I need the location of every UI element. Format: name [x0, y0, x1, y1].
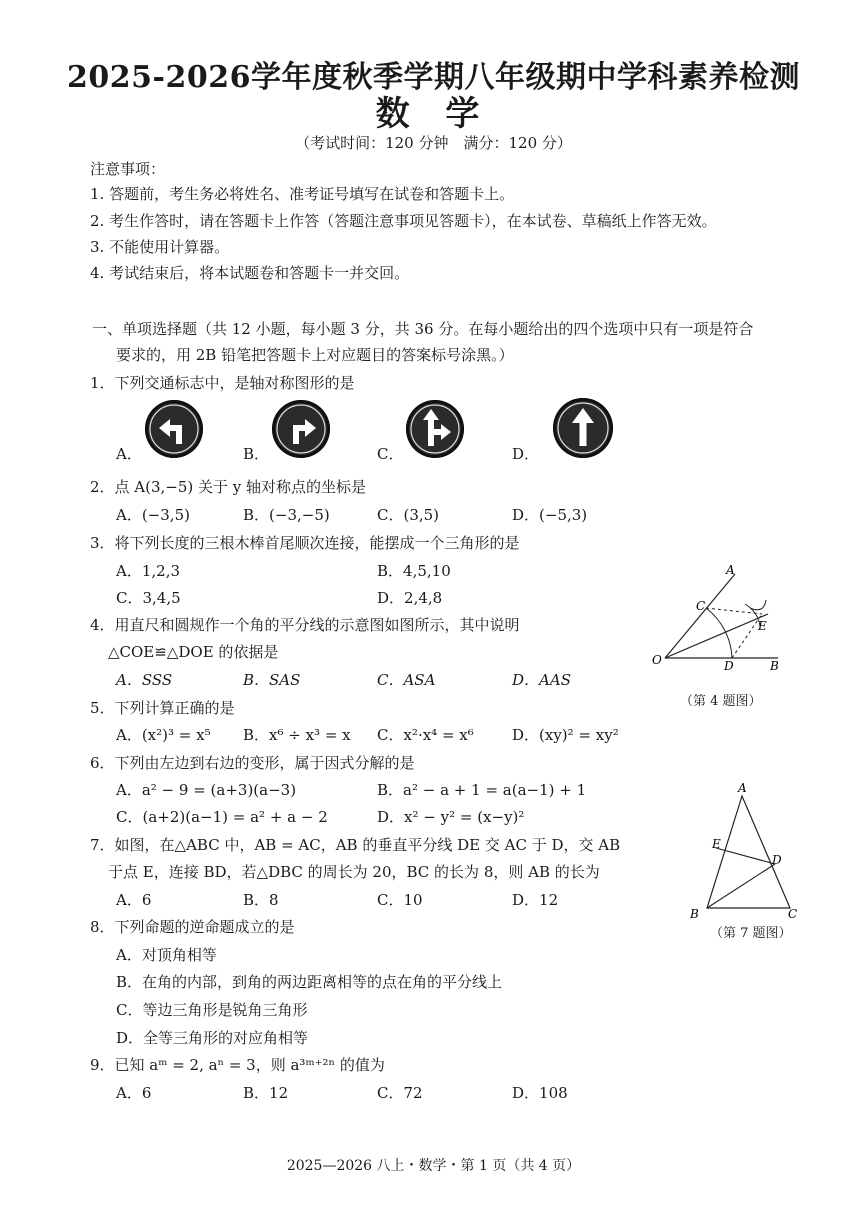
- option-c: C．x²·x⁴ = x⁶: [377, 726, 474, 744]
- option-b: B．(−3,−5): [243, 506, 330, 524]
- option-d: D．全等三角形的对应角相等: [116, 1029, 309, 1047]
- question-3-stem: 3．将下列长度的三根木棒首尾顺次连接，能摆成一个三角形的是: [90, 534, 520, 552]
- subject-title: 数 学: [375, 94, 492, 134]
- option-c: C．3,4,5: [116, 589, 181, 607]
- left-turn-sign-icon: [145, 400, 203, 458]
- option-d: D．x² − y² = (x−y)²: [377, 808, 525, 826]
- question-1-stem: 1．下列交通标志中，是轴对称图形的是: [90, 374, 355, 392]
- label-o: O: [652, 653, 662, 667]
- straight-sign-icon: [553, 398, 613, 458]
- figure-4-diagram: [640, 560, 790, 680]
- straight-or-right-sign-icon: [406, 400, 464, 458]
- option-d: D．2,4,8: [377, 589, 443, 607]
- option-d: D．: [512, 445, 540, 463]
- option-b: B．: [243, 445, 270, 463]
- note-item: 3. 不能使用计算器。: [90, 238, 230, 256]
- question-5-stem: 5．下列计算正确的是: [90, 699, 235, 717]
- label-b: B: [770, 659, 779, 673]
- question-7-stem-cont: 于点 E，连接 BD，若△DBC 的周长为 20，BC 的长为 8，则 AB 的长为: [108, 863, 600, 881]
- option-b: B．12: [243, 1084, 289, 1102]
- option-c: C．ASA: [377, 671, 436, 689]
- notes-heading: 注意事项：: [90, 160, 166, 178]
- question-4-stem: 4．用直尺和圆规作一个角的平分线的示意图如图所示，其中说明: [90, 616, 520, 634]
- section-heading: 一、单项选择题（共 12 小题，每小题 3 分，共 36 分。在每小题给出的四个选项中只有一项是符合: [92, 320, 754, 338]
- option-c: C．(3,5): [377, 506, 440, 524]
- option-c: C．等边三角形是锐角三角形: [116, 1001, 308, 1019]
- option-b: B．8: [243, 891, 279, 909]
- label-c: C: [788, 907, 798, 921]
- question-8-stem: 8．下列命题的逆命题成立的是: [90, 918, 295, 936]
- option-a: A．1,2,3: [116, 562, 180, 580]
- question-4-stem-cont: △COE≌△DOE 的依据是: [108, 643, 279, 661]
- option-a: A．6: [116, 891, 152, 909]
- label-a: A: [738, 781, 747, 795]
- option-d: D．12: [512, 891, 559, 909]
- question-9-stem: 9．已知 aᵐ = 2, aⁿ = 3，则 a³ᵐ⁺²ⁿ 的值为: [90, 1056, 385, 1074]
- section-heading-cont: 要求的，用 2B 铅笔把答题卡上对应题目的答案标号涂黑。）: [116, 346, 514, 364]
- option-c: C．: [377, 445, 404, 463]
- option-a: A．SSS: [116, 671, 173, 689]
- figure-7-caption: （第 7 题图）: [710, 926, 792, 941]
- note-item: 1. 答题前，考生务必将姓名、准考证号填写在试卷和答题卡上。: [90, 185, 515, 203]
- option-b: B．SAS: [243, 671, 301, 689]
- option-a: A．: [116, 445, 142, 463]
- label-b: B: [690, 907, 699, 921]
- figure-7-diagram: [680, 778, 810, 923]
- option-c: C．72: [377, 1084, 423, 1102]
- option-d: D．(−5,3): [512, 506, 588, 524]
- label-c: C: [696, 599, 706, 613]
- label-d: D: [772, 853, 782, 867]
- question-6-stem: 6．下列由左边到右边的变形，属于因式分解的是: [90, 754, 415, 772]
- page-footer: 2025—2026 八上・数学・第 1 页（共 4 页）: [286, 1158, 581, 1174]
- question-7-stem: 7．如图，在△ABC 中，AB = AC，AB 的垂直平分线 DE 交 AC 于 D，交 AB: [90, 836, 621, 854]
- option-b: B．在角的内部，到角的两边距离相等的点在角的平分线上: [116, 973, 503, 991]
- note-item: 4. 考试结束后，将本试题卷和答题卡一并交回。: [90, 264, 410, 282]
- label-a: A: [726, 563, 735, 577]
- label-d: D: [724, 659, 734, 673]
- label-e: E: [712, 837, 721, 851]
- right-turn-sign-icon: [272, 400, 330, 458]
- option-a: A．对顶角相等: [116, 946, 217, 964]
- label-e: E: [758, 619, 767, 633]
- option-b: B．a² − a + 1 = a(a−1) + 1: [377, 781, 587, 799]
- question-2-stem: 2．点 A(3,−5) 关于 y 轴对称点的坐标是: [90, 478, 367, 496]
- option-d: D．AAS: [512, 671, 571, 689]
- option-a: A．6: [116, 1084, 152, 1102]
- option-d: D．(xy)² = xy²: [512, 726, 619, 744]
- option-c: C．(a+2)(a−1) = a² + a − 2: [116, 808, 328, 826]
- figure-4-caption: （第 4 题图）: [680, 694, 762, 709]
- option-b: B．4,5,10: [377, 562, 451, 580]
- option-d: D．108: [512, 1084, 568, 1102]
- option-a: A．a² − 9 = (a+3)(a−3): [116, 781, 297, 799]
- option-a: A．(x²)³ = x⁵: [116, 726, 211, 744]
- option-b: B．x⁶ ÷ x³ = x: [243, 726, 351, 744]
- option-c: C．10: [377, 891, 423, 909]
- page-title: 2025-2026学年度秋季学期八年级期中学科素养检测: [67, 60, 800, 95]
- option-a: A．(−3,5): [116, 506, 190, 524]
- note-item: 2. 考生作答时，请在答题卡上作答（答题注意事项见答题卡），在本试卷、草稿纸上作答无效。: [90, 212, 717, 230]
- exam-info: （考试时间：120 分钟 满分：120 分）: [295, 134, 572, 152]
